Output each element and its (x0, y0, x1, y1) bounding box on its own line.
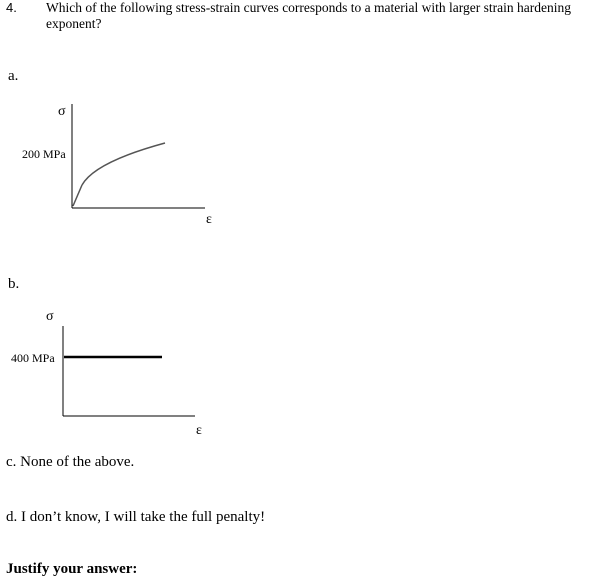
option-c-text: c. None of the above. (6, 454, 135, 470)
option-b-sigma-label: σ (46, 309, 54, 324)
option-a-epsilon-label: ε (206, 212, 212, 227)
option-b-stress-label: 400 MPa (11, 351, 55, 365)
option-b-epsilon-label: ε (196, 423, 202, 438)
option-a-letter: a. (8, 68, 19, 84)
question-text: Which of the following stress-strain curves corresponds to a material with larger strain hardening exponent? (46, 0, 571, 31)
question-number: 4. (6, 0, 17, 15)
option-d-text: d. I don’t know, I will take the full penalty! (6, 509, 266, 525)
option-a-stress-label: 200 MPa (22, 147, 66, 161)
option-b-letter: b. (8, 276, 20, 292)
justify-prompt: Justify your answer: (6, 561, 138, 577)
option-a-sigma-label: σ (58, 104, 66, 119)
